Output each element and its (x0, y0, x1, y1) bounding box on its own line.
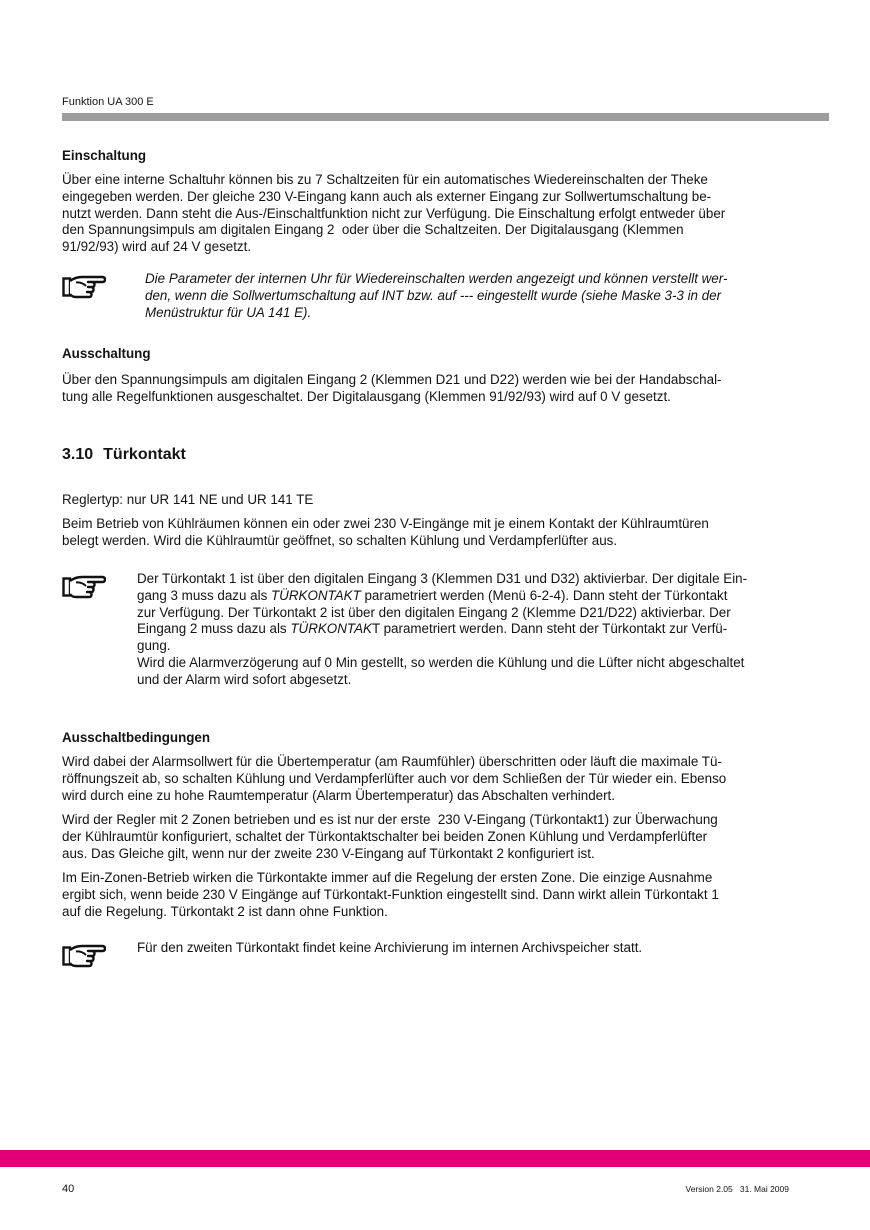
reglertyp-text: Reglertyp: nur UR 141 NE und UR 141 TE (62, 492, 314, 507)
paragraph-einschaltung (62, 172, 725, 256)
text-line (137, 588, 747, 605)
text-line: belegt werden. Wird die Kühlraumtür geöffnet, so schalten Kühlung und Verdampferlüfter aus. (62, 532, 618, 548)
text-line: röffnungszeit ab, so schalten Kühlung und Verdampferlüfter auch vor dem Schließen der Tür wieder ein. Ebenso (62, 770, 727, 786)
heading-einschaltung: Einschaltung (62, 148, 147, 163)
text-line: Über eine interne Schaltuhr können bis zu 7 Schaltzeiten für ein automatisches Wiedereinschalten der Theke (62, 172, 708, 187)
heading-ausschaltbedingungen: Ausschaltbedingungen (62, 730, 211, 745)
section-title: Türkontakt (103, 446, 186, 463)
text-line: wird durch eine zu hohe Raumtemperatur (Alarm Übertemperatur) das Abschalten verhindert. (62, 787, 615, 803)
text-line: tung alle Regelfunktionen ausgeschaltet. Der Digitalausgang (Klemmen 91/92/93) wird auf 0 V gesetzt. (62, 388, 671, 404)
text-line: ergibt sich, wenn beide 230 V Eingänge auf Türkontakt-Funktion eingestellt sind. Dann wirkt allein Türkontakt 1 (62, 886, 719, 902)
text-segment: gang 3 muss dazu als (137, 587, 271, 603)
paragraph-ausschaltbedingungen-2 (62, 812, 718, 862)
text-line: 91/92/93) wird auf 24 V gesetzt. (62, 239, 252, 255)
paragraph-tuerkontakt-intro (62, 516, 709, 550)
text-line: Der Türkontakt 1 ist über den digitalen Eingang 3 (Klemmen D31 und D32) aktivierbar. Der digitale Ein- (137, 571, 748, 586)
text-line: Die Parameter der internen Uhr für Wiedereinschalten werden angezeigt und können verstellt wer- (145, 271, 728, 286)
text-segment-italic: TÜRKONTAK (290, 621, 372, 637)
text-line: den, wenn die Sollwertumschaltung auf INT bzw. auf --- eingestellt wurde (siehe Maske 3-3 in der (145, 287, 722, 303)
text-line: Beim Betrieb von Kühlräumen können ein oder zwei 230 V-Eingänge mit je einem Kontakt der Kühlraumtüren (62, 516, 709, 531)
text-segment: parametriert werden (Menü 6-2-4). Dann steht der Türkontakt (360, 587, 728, 603)
text-segment: Eingang 2 muss dazu als (137, 621, 291, 637)
text-line: aus. Das Gleiche gilt, wenn nur der zweite 230 V-Eingang auf Türkontakt 2 konfiguriert ist. (62, 845, 595, 861)
text-segment-italic: TÜRKONTAKT (271, 587, 361, 603)
text-line (137, 621, 747, 638)
text-line: der Kühlraumtür konfiguriert, schaltet der Türkontaktschalter bei beiden Zonen Kühlung und Verdampferlüfter (62, 828, 708, 844)
text-line: den Spannungsimpuls am digitalen Eingang 2 oder über die Schaltzeiten. Der Digitalausgang (Klemmen (62, 222, 684, 238)
page-header-title: Funktion UA 300 E (62, 96, 154, 108)
section-number: 3.10 (62, 446, 94, 463)
note-einschaltung (145, 271, 727, 321)
text-line: gung. (137, 638, 171, 654)
page-number: 40 (62, 1183, 75, 1195)
text-line: eingegeben werden. Der gleiche 230 V-Eingang kann auch als externer Eingang zur Sollwertumschaltung be- (62, 188, 712, 204)
text-line: und der Alarm wird sofort abgesetzt. (137, 671, 352, 687)
text-line: zur Verfügung. Der Türkontakt 2 ist über den digitalen Eingang 2 (Klemme D21/D22) aktivierbar. Der (137, 604, 731, 620)
text-line: Im Ein-Zonen-Betrieb wirken die Türkontakte immer auf die Regelung der ersten Zone. Die einzige Ausnahme (62, 870, 713, 885)
paragraph-ausschaltung (62, 372, 722, 406)
pointing-hand-icon (62, 943, 106, 969)
heading-ausschaltung: Ausschaltung (62, 346, 151, 361)
paragraph-ausschaltbedingungen-1 (62, 754, 726, 804)
pointing-hand-icon (62, 274, 106, 300)
text-line: Wird dabei der Alarmsollwert für die Übertemperatur (am Raumfühler) überschritten oder läuft die maximale Tü- (62, 754, 722, 769)
paragraph-ausschaltbedingungen-3 (62, 870, 719, 920)
text-line: Wird der Regler mit 2 Zonen betrieben und es ist nur der erste 230 V-Eingang (Türkontakt1) zur Überwachung (62, 812, 718, 827)
section-title-tuerkontakt (62, 445, 186, 465)
text-line: nutzt werden. Dann steht die Aus-/Einschaltfunktion nicht zur Verfügung. Die Einschaltung erfolgt entweder über (62, 205, 726, 221)
note-tuerkontakt (137, 571, 747, 689)
text-line: auf die Regelung. Türkontakt 2 ist dann ohne Funktion. (62, 903, 388, 919)
text-line: Über den Spannungsimpuls am digitalen Eingang 2 (Klemmen D21 und D22) werden wie bei der Handabschal- (62, 372, 722, 387)
text-line: Für den zweiten Türkontakt findet keine Archivierung im internen Archivspeicher statt. (137, 940, 643, 955)
text-line: Menüstruktur für UA 141 E). (145, 304, 312, 320)
version-date: Version 2.05 31. Mai 2009 (685, 1184, 789, 1194)
header-divider-bar (62, 113, 829, 121)
footer-bar (0, 1150, 870, 1167)
note-archivierung (137, 940, 642, 957)
text-line: Wird die Alarmverzögerung auf 0 Min gestellt, so werden die Kühlung und die Lüfter nicht abgeschaltet (137, 654, 745, 670)
text-segment: T parametriert werden. Dann steht der Türkontakt zur Verfü- (371, 621, 728, 637)
pointing-hand-icon (62, 574, 106, 600)
